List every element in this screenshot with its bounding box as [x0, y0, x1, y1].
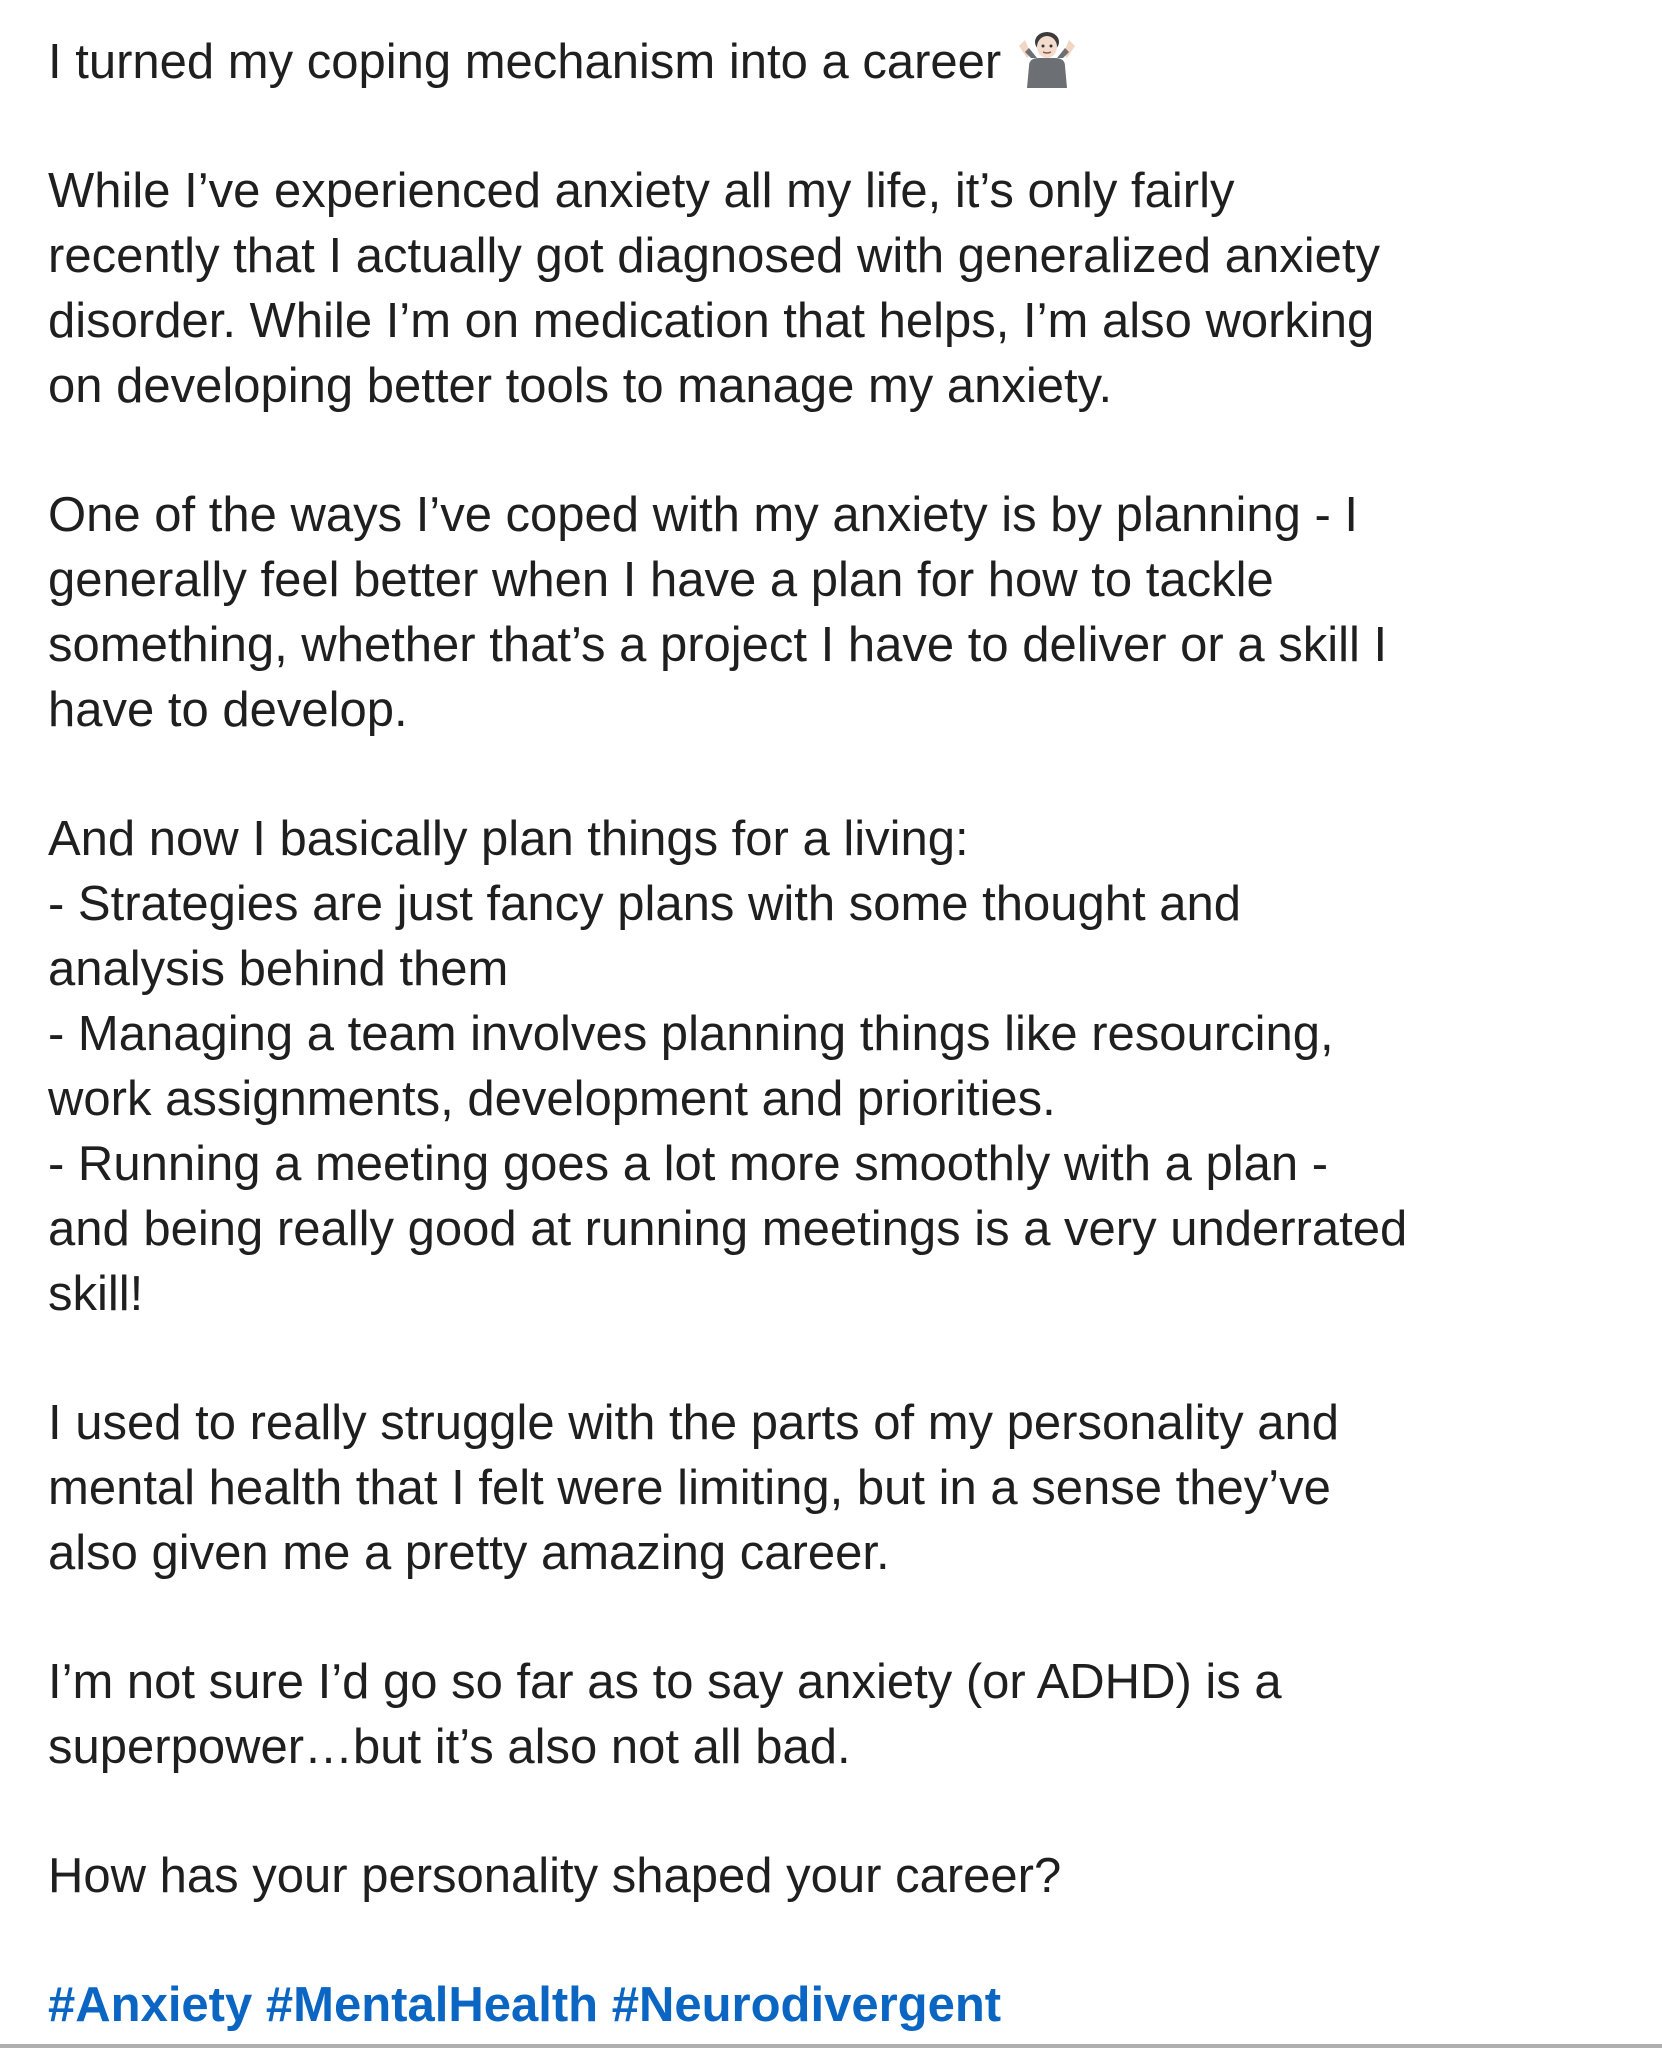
post-paragraph-4 [48, 1391, 1628, 1586]
post-paragraph-3 [48, 807, 1628, 1327]
post-body [48, 28, 1628, 2038]
text-line: skill! [48, 1267, 144, 1321]
text-line: disorder. While I’m on medication that helps, I’m also working [48, 294, 1375, 348]
hashtag-list [48, 1973, 1628, 2038]
person-shrugging-icon [1015, 28, 1079, 84]
bottom-divider [0, 2044, 1662, 2048]
text-line: work assignments, development and priorities. [48, 1072, 1056, 1126]
hashtag-neurodivergent[interactable]: #Neurodivergent [611, 1978, 1002, 2032]
text-line: - Managing a team involves planning things like resourcing, [48, 1007, 1334, 1061]
post-paragraph-5 [48, 1650, 1628, 1780]
text-line: something, whether that’s a project I have to deliver or a skill I [48, 618, 1388, 672]
post-paragraph-1 [48, 159, 1628, 419]
hashtag-anxiety[interactable]: #Anxiety [48, 1978, 253, 2032]
text-line: I used to really struggle with the parts of my personality and [48, 1396, 1339, 1450]
text-line: I’m not sure I’d go so far as to say anxiety (or ADHD) is a [48, 1655, 1282, 1709]
text-line: While I’ve experienced anxiety all my life, it’s only fairly [48, 164, 1235, 218]
text-line: on developing better tools to manage my anxiety. [48, 359, 1113, 413]
text-line: superpower…but it’s also not all bad. [48, 1720, 851, 1774]
text-line: One of the ways I’ve coped with my anxiety is by planning - I [48, 488, 1359, 542]
text-line: also given me a pretty amazing career. [48, 1526, 890, 1580]
post-title: I turned my coping mechanism into a career [48, 35, 1002, 89]
post-title-paragraph [48, 28, 1628, 95]
text-line: mental health that I felt were limiting, but in a sense they’ve [48, 1461, 1331, 1515]
text-line: - Strategies are just fancy plans with some thought and [48, 877, 1241, 931]
text-line: - Running a meeting goes a lot more smoothly with a plan - [48, 1137, 1329, 1191]
post-question [48, 1844, 1628, 1909]
text-line: recently that I actually got diagnosed with generalized anxiety [48, 229, 1380, 283]
text-line: have to develop. [48, 683, 408, 737]
text-line: How has your personality shaped your career? [48, 1849, 1062, 1903]
post-paragraph-2 [48, 483, 1628, 743]
hashtag-mentalhealth[interactable]: #MentalHealth [265, 1978, 599, 2032]
text-line: analysis behind them [48, 942, 509, 996]
text-line: And now I basically plan things for a living: [48, 812, 969, 866]
text-line: generally feel better when I have a plan for how to tackle [48, 553, 1274, 607]
text-line: and being really good at running meetings is a very underrated [48, 1202, 1408, 1256]
